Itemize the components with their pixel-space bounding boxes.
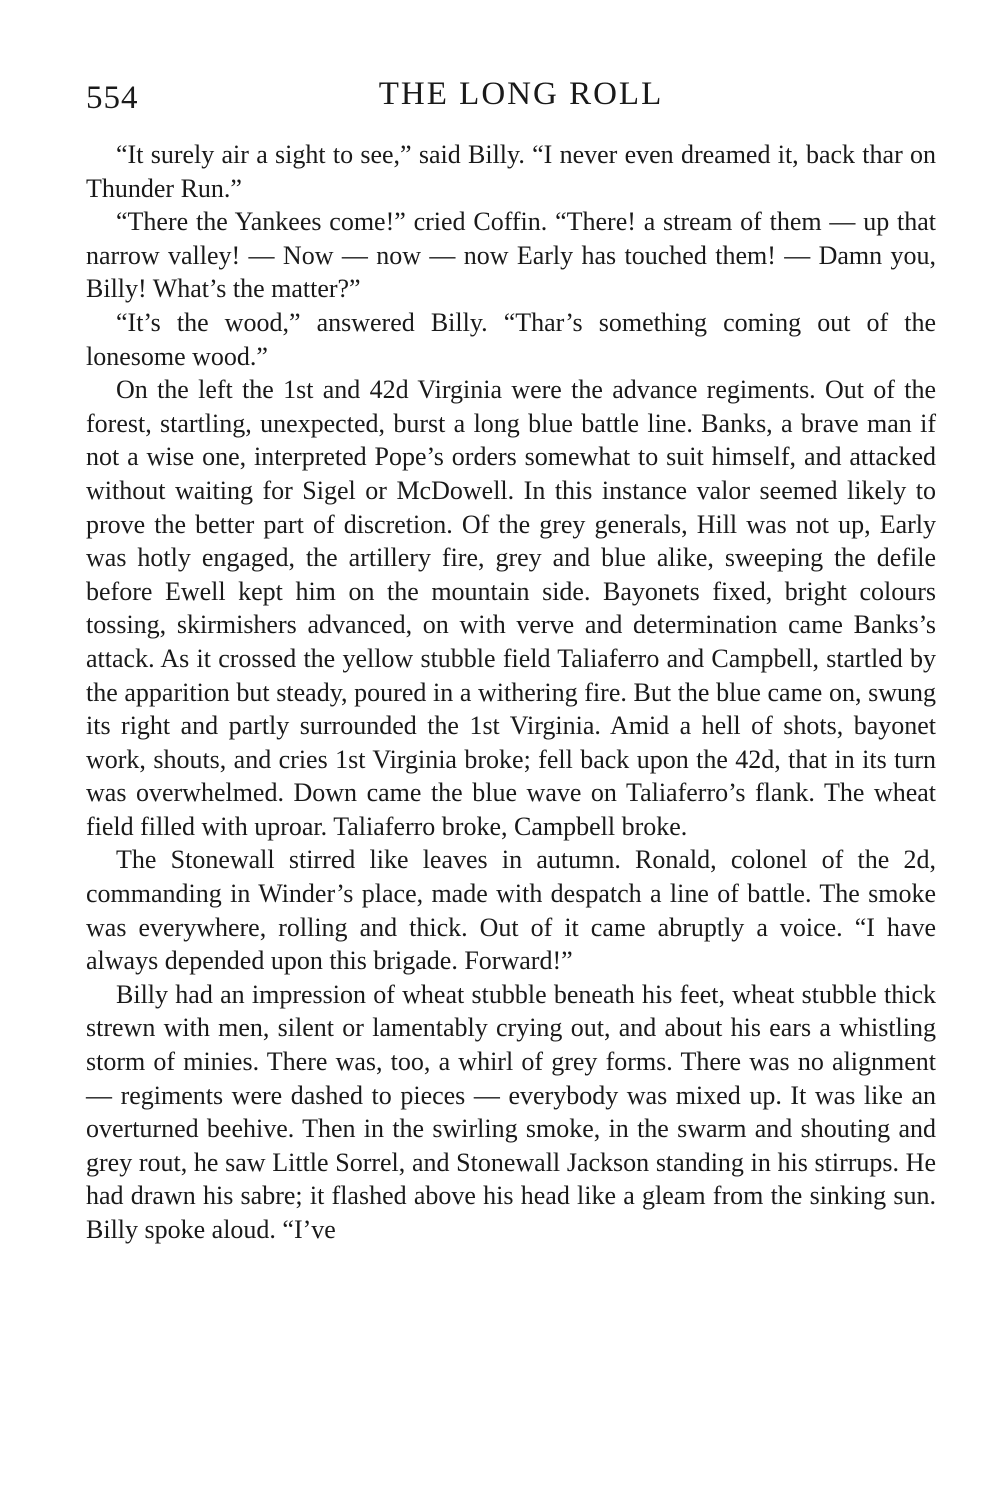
paragraph: “It’s the wood,” answered Billy. “Thar’s something coming out of the lonesome wood.” <box>86 307 936 371</box>
paragraph: “There the Yankees come!” cried Coffin. “There! a stream of them — up that narrow valley! — Now — now — now Early has touched them! — Damn you, Billy! What’s the matter?” <box>86 207 936 304</box>
running-title: THE LONG ROLL <box>378 76 664 112</box>
text-body <box>86 138 936 1247</box>
paragraph: On the left the 1st and 42d Virginia were the advance regiments. Out of the forest, startling, unexpected, burst a long blue battle line. Banks, a brave man if not a wise one, interpreted Pope’s orders somewhat to suit himself, and attacked without waiting for Sigel or McDowell. In this instance valor seemed likely to prove the better part of discretion. Of the grey generals, Hill was not up, Early was hotly engaged, the artillery fire, grey and blue alike, sweeping the defile before Ewell kept him on the mountain side. Bayonets fixed, bright colours tossing, skirmishers advanced, on with verve and determination came Banks’s attack. As it crossed the yellow stubble field Taliaferro and Campbell, startled by the apparition but steady, poured in a withering fire. But the blue came on, swung its right and partly surrounded the 1st Virginia. Amid a hell of shots, bayonet work, shouts, and cries 1st Virginia broke; fell back upon the 42d, that in its turn was overwhelmed. Down came the blue wave on Taliaferro’s flank. The wheat field filled with uproar. Taliaferro broke, Campbell broke. <box>86 375 936 841</box>
paragraph: The Stonewall stirred like leaves in autumn. Ronald, colonel of the 2d, commanding in Winder’s place, made with despatch a line of battle. The smoke was everywhere, rolling and thick. Out of it came abruptly a voice. “I have always depended upon this brigade. Forward!” <box>86 845 936 976</box>
book-page <box>86 74 936 1247</box>
paragraph: “It surely air a sight to see,” said Billy. “I never even dreamed it, back thar on Thunder Run.” <box>86 140 936 203</box>
page-number: 554 <box>86 80 139 116</box>
paragraph: Billy had an impression of wheat stubble beneath his feet, wheat stubble thick strewn with men, silent or lamentably crying out, and about his ears a whistling storm of minies. There was, too, a whirl of grey forms. There was no alignment — regiments were dashed to pieces — everybody was mixed up. It was like an overturned beehive. Then in the swirling smoke, in the swarm and shouting and grey rout, he saw Little Sorrel, and Stonewall Jackson standing in his stirrups. He had drawn his sabre; it flashed above his head like a gleam from the sinking sun. Billy spoke aloud. “I’ve <box>86 979 936 1244</box>
running-head <box>86 74 936 124</box>
